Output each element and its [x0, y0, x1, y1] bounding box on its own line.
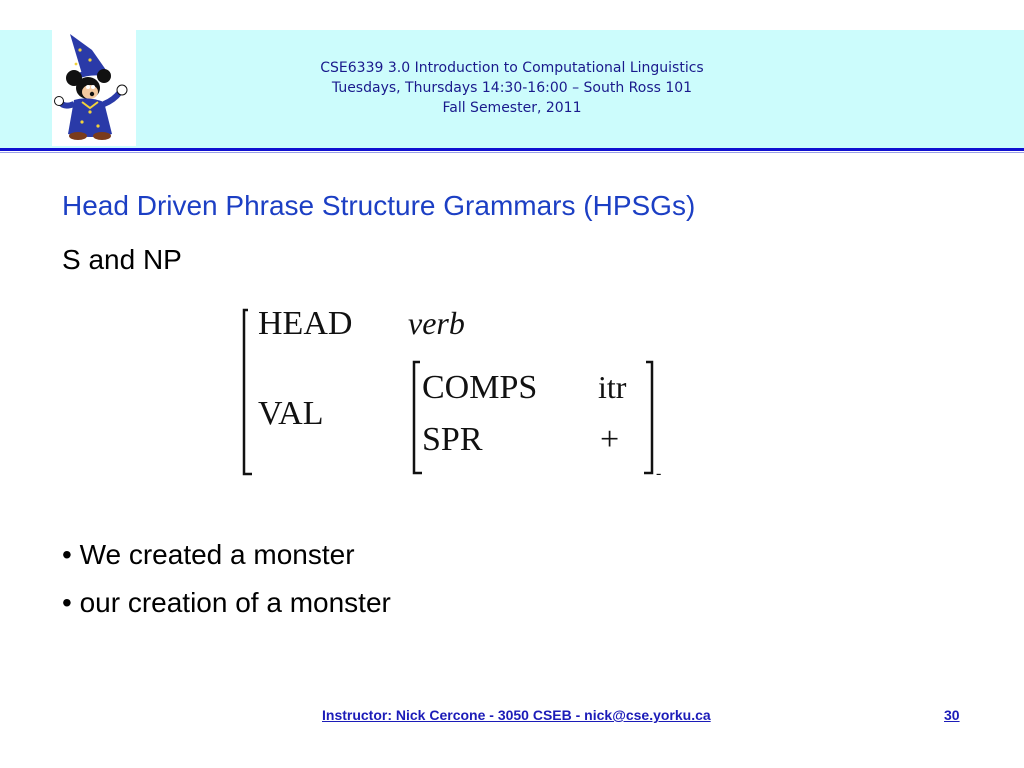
outer-bracket-left: [244, 310, 252, 474]
val-label: VAL: [258, 395, 324, 432]
inner-bracket-left: [414, 362, 422, 473]
spr-label: SPR: [422, 421, 483, 458]
course-info: [160, 58, 864, 118]
comps-value: itr: [598, 369, 627, 405]
comps-label: COMPS: [422, 369, 538, 406]
wizard-mouse-logo-icon: [52, 30, 136, 146]
semester-line: Fall Semester, 2011: [442, 100, 582, 116]
header-divider: [0, 148, 1024, 151]
stray-mark: -: [656, 465, 662, 482]
header-divider-shadow: [0, 152, 1024, 153]
feature-structure: [236, 300, 676, 485]
slide-title: Head Driven Phrase Structure Grammars (HPSGs): [62, 190, 696, 221]
head-value: verb: [408, 305, 465, 341]
head-label: HEAD: [258, 305, 353, 342]
bullet-list: [62, 531, 391, 627]
schedule-line: Tuesdays, Thursdays 14:30-16:00 – South Ross 101: [331, 80, 693, 96]
slide-subtitle: S and NP: [62, 244, 182, 275]
spr-value: +: [600, 421, 620, 458]
inner-bracket-right: [644, 362, 652, 473]
course-line: CSE6339 3.0 Introduction to Computational Linguistics: [320, 60, 704, 76]
instructor-link[interactable]: Instructor: Nick Cercone - 3050 CSEB - nick@cse.yorku.ca: [322, 707, 711, 723]
page-number-link[interactable]: 30: [944, 707, 960, 723]
bullet-item: • We created a monster: [62, 539, 355, 570]
bullet-item: • our creation of a monster: [62, 587, 391, 618]
